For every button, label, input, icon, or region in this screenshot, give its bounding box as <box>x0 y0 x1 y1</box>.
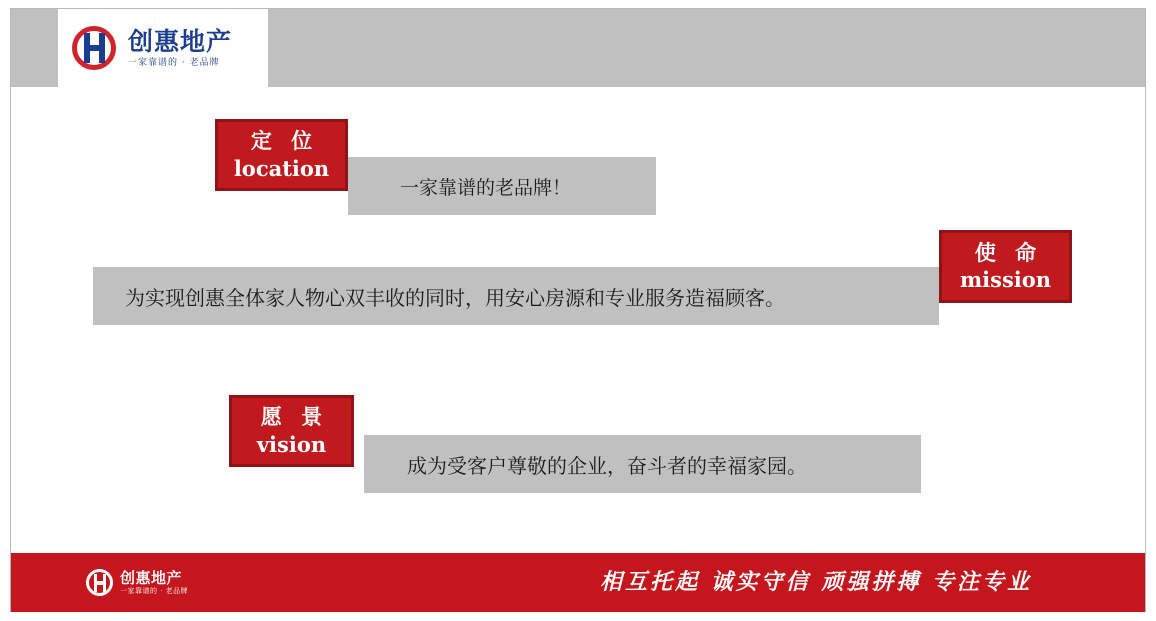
label-vision-cn: 愿 景 <box>260 405 329 430</box>
label-box-mission <box>939 230 1072 303</box>
logo-h-bar-icon <box>84 45 105 51</box>
label-box-location <box>215 119 348 191</box>
label-box-vision <box>229 395 354 467</box>
content-bar-vision <box>364 435 921 493</box>
logo-subtitle: 一家靠谱的 · 老品牌 <box>128 58 220 69</box>
label-location-cn: 定 位 <box>250 129 319 154</box>
content-text-mission: 为实现创惠全体家人物心双丰收的同时，用安心房源和专业服务造福顾客。 <box>125 285 785 310</box>
logo-text-group <box>128 29 232 69</box>
logo-mark-icon <box>70 24 120 74</box>
label-location-en: location <box>233 155 330 181</box>
footer-logo-mark-icon <box>85 568 115 598</box>
footer-logo-title: 创惠地产 <box>120 568 183 587</box>
label-vision-en: vision <box>256 431 327 457</box>
footer-logo-text-group <box>120 570 188 596</box>
logo-title: 创惠地产 <box>128 27 233 57</box>
footer-logo-subtitle: 一家靠谱的 · 老品牌 <box>120 587 189 596</box>
content-bar-mission <box>93 267 939 325</box>
content-text-vision: 成为受客户尊敬的企业，奋斗者的幸福家园。 <box>407 453 807 478</box>
content-text-location: 一家靠谱的老品牌！ <box>400 176 572 199</box>
content-bar-location <box>348 157 656 215</box>
label-mission-cn: 使 命 <box>974 240 1043 265</box>
content-area <box>11 87 1145 553</box>
company-logo <box>70 20 260 78</box>
label-mission-en: mission <box>959 267 1052 293</box>
footer-logo <box>85 562 188 604</box>
footer-slogan: 相互托起 诚实守信 顽强拼搏 专注专业 <box>600 570 1032 595</box>
footer-logo-h-bar-icon <box>94 581 106 585</box>
